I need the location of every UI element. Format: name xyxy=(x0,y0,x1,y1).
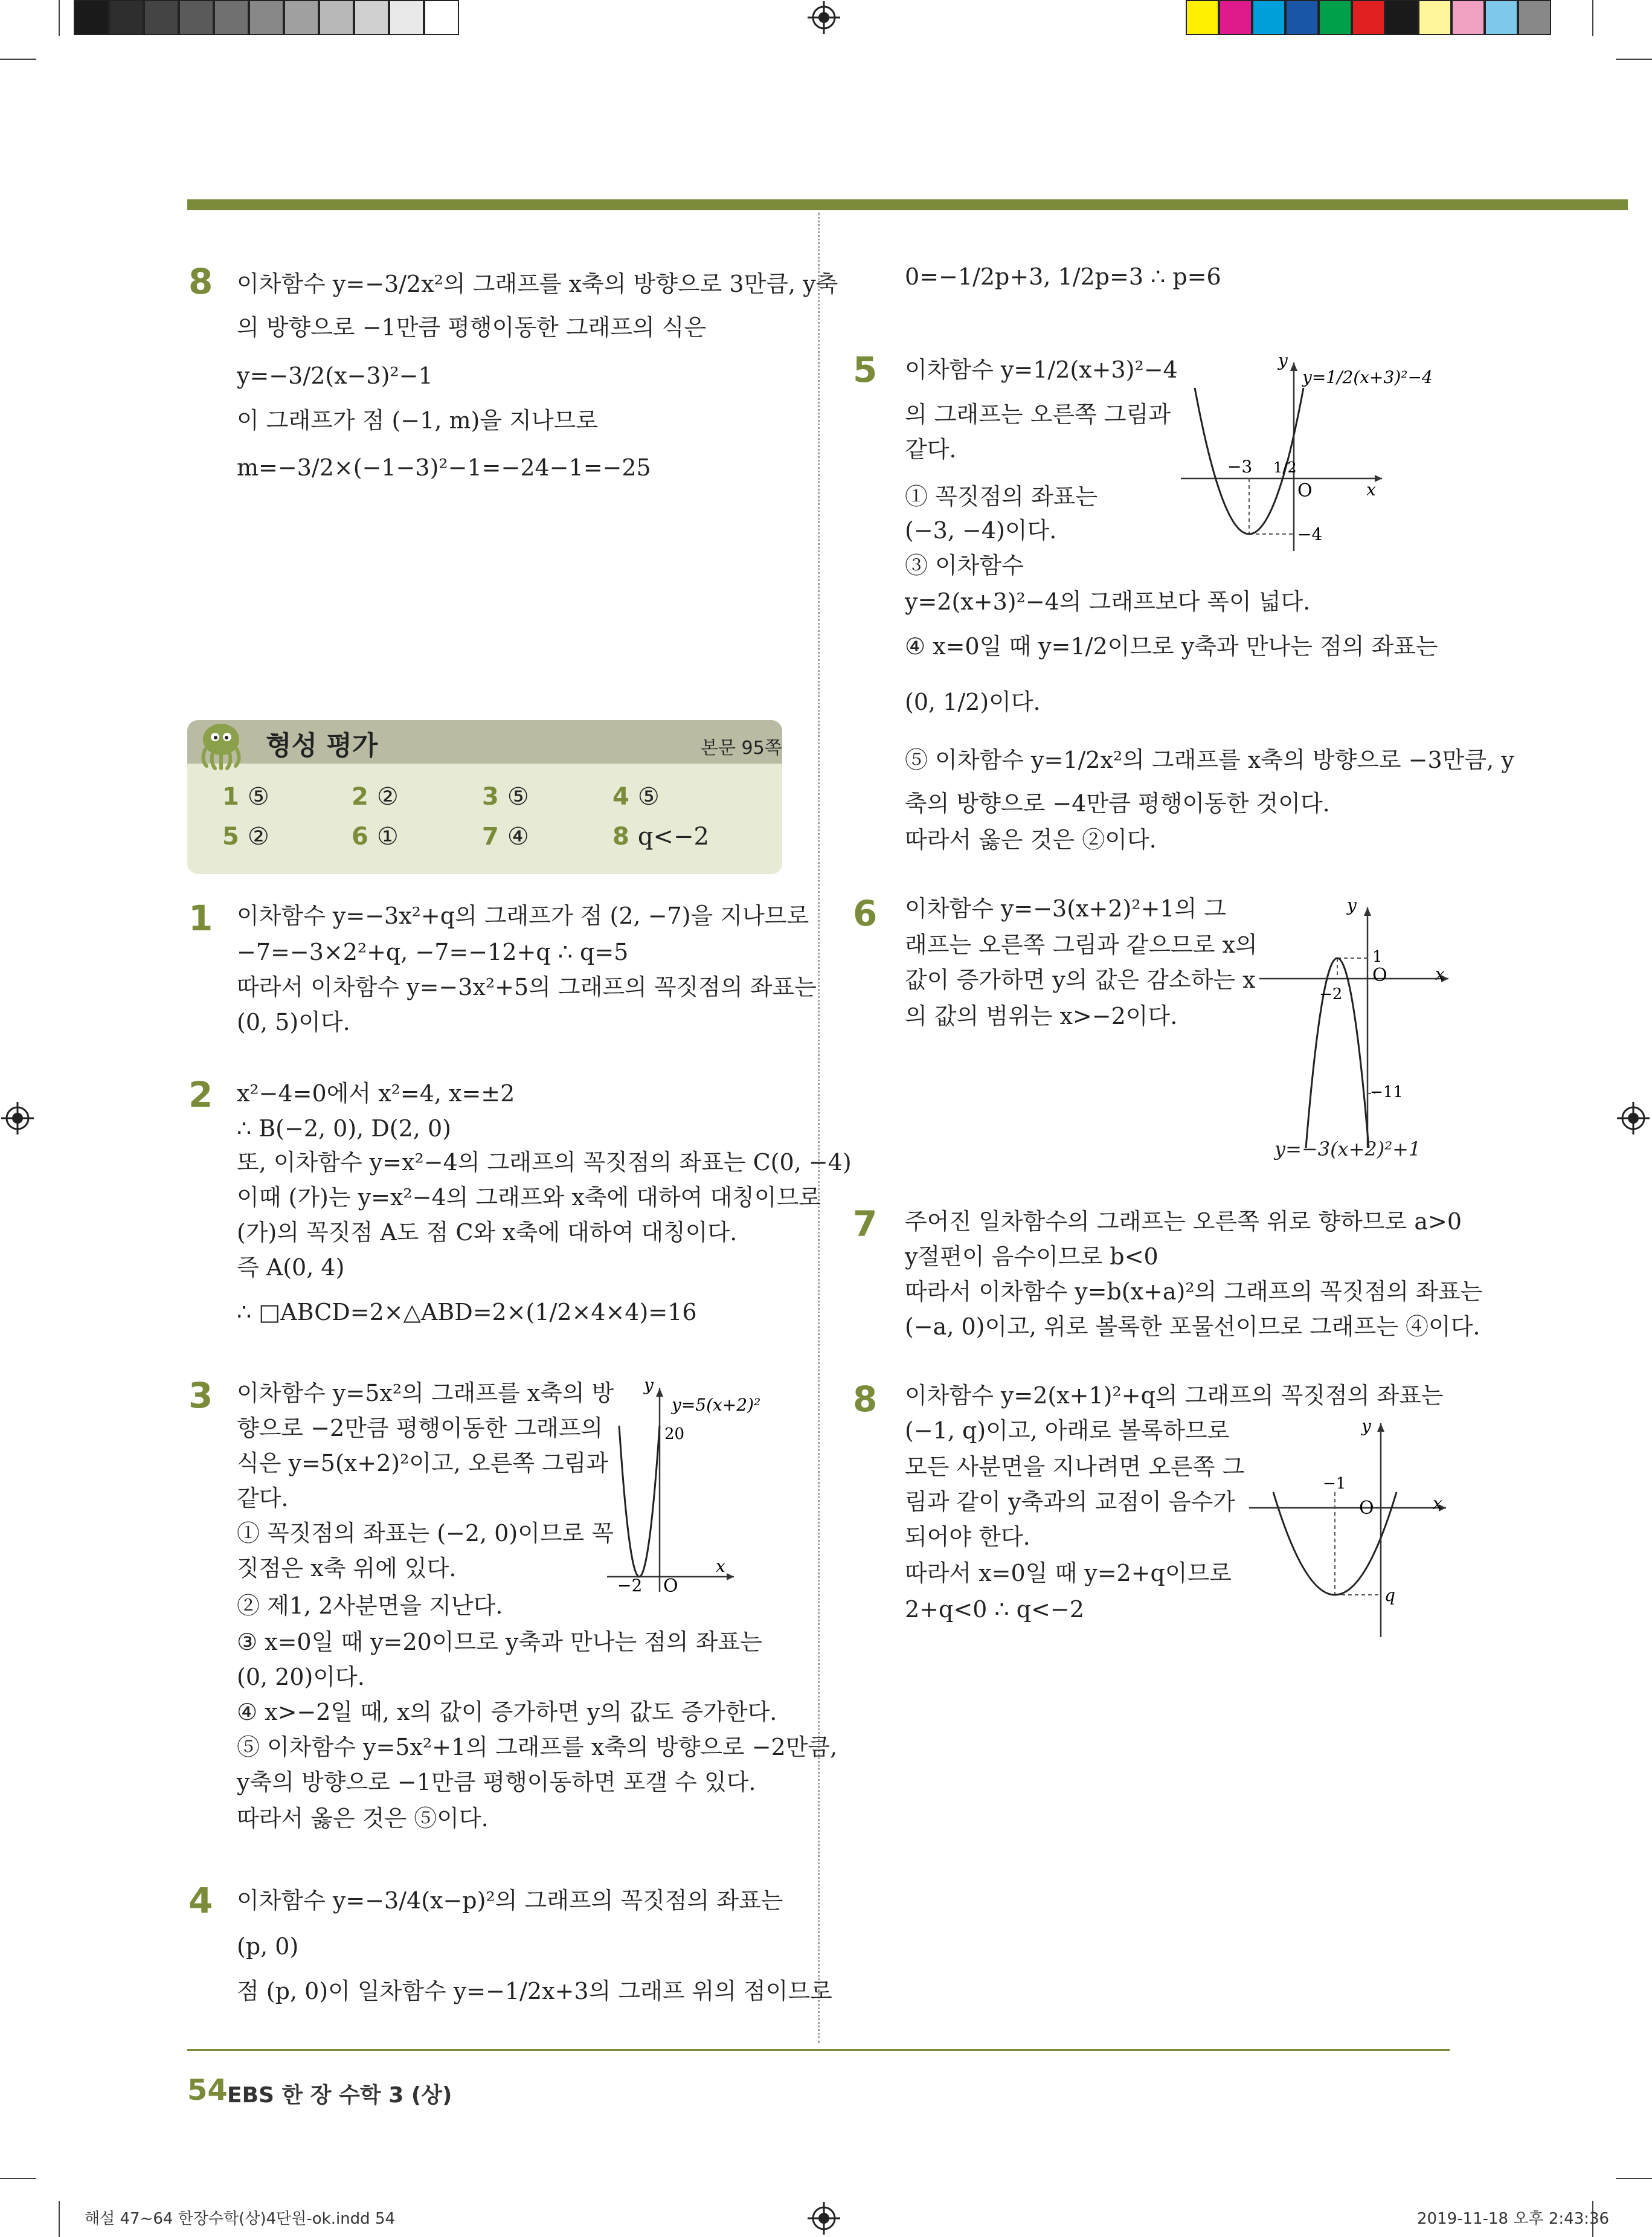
solution-line: 이차함수 y=−3x²+q의 그래프가 점 (2, −7)을 지나므로 xyxy=(237,903,809,929)
solution-line: ∴ B(−2, 0), D(2, 0) xyxy=(237,1115,451,1142)
assessment-title: 형성 평가 xyxy=(266,730,378,761)
problem-number: 1 xyxy=(188,898,213,939)
solution-line: 이차함수 y=−3/4(x−p)²의 그래프의 꼭짓점의 좌표는 xyxy=(237,1887,783,1914)
column-separator xyxy=(818,213,820,2043)
color-swatch xyxy=(354,0,389,35)
solution-line: 래프는 오른쪽 그림과 같으므로 x의 xyxy=(905,932,1258,958)
solution-line: −7=−3×2²+q, −7=−12+q ∴ q=5 xyxy=(237,939,629,965)
problem-number: 7 xyxy=(853,1203,878,1244)
x-axis-label: x xyxy=(1433,1493,1442,1513)
answer-item xyxy=(612,823,709,851)
color-swatch xyxy=(1186,0,1219,35)
color-swatch xyxy=(1418,0,1451,35)
color-swatch xyxy=(249,0,284,35)
x-axis-label: x xyxy=(1435,964,1445,984)
answer-value: q<−2 xyxy=(637,823,709,851)
solution-line: 이차함수 y=−3(x+2)²+1의 그 xyxy=(905,895,1227,922)
solution-line: 2+q<0 ∴ q<−2 xyxy=(905,1596,1084,1623)
color-swatch xyxy=(389,0,424,35)
answer-item xyxy=(222,783,269,811)
answer-item xyxy=(352,783,399,811)
answer-number: 4 xyxy=(612,783,629,811)
graph-equation: y=−3(x+2)²+1 xyxy=(1274,1138,1421,1160)
answer-number: 5 xyxy=(222,823,239,851)
solution-line: ⑤ 이차함수 y=5x²+1의 그래프를 x축의 방향으로 −2만큼, xyxy=(237,1734,838,1760)
origin-label: O xyxy=(1372,965,1387,986)
origin-label: O xyxy=(1359,1498,1374,1519)
registration-mark-top xyxy=(808,1,840,34)
solution-line: (−a, 0)이고, 위로 볼록한 포물선이므로 그래프는 ④이다. xyxy=(905,1313,1480,1340)
problem-number: 2 xyxy=(188,1074,213,1115)
crop-mark xyxy=(1616,59,1652,60)
solution-line: ③ 이차함수 xyxy=(905,552,1024,579)
registration-mark-right xyxy=(1617,1102,1650,1135)
solution-line: 의 값의 범위는 x>−2이다. xyxy=(905,1003,1178,1029)
y-axis-label: y xyxy=(1361,1416,1371,1436)
problem-number: 8 xyxy=(853,1379,878,1420)
textbook-page-reference: 본문 95쪽 xyxy=(701,738,782,759)
solution-line: (−1, q)이고, 아래로 볼록하므로 xyxy=(905,1417,1230,1444)
graph-equation: y=5(x+2)² xyxy=(672,1395,761,1415)
answer-item xyxy=(222,823,269,851)
solution-line: y절편이 음수이므로 b<0 xyxy=(905,1243,1159,1270)
octopus-mascot-icon xyxy=(192,718,250,771)
x-axis-label: x xyxy=(716,1556,725,1576)
crop-mark xyxy=(0,2178,36,2179)
y-axis-label: y xyxy=(644,1377,654,1395)
solution-line: (p, 0) xyxy=(237,1933,299,1960)
solution-line: (−3, −4)이다. xyxy=(905,517,1057,544)
solution-line: 향으로 −2만큼 평행이동한 그래프의 xyxy=(237,1415,603,1441)
solution-line: 점 (p, 0)이 일차함수 y=−1/2x+3의 그래프 위의 점이므로 xyxy=(237,1978,832,2004)
answer-value: ② xyxy=(376,783,399,811)
vertex-y-label: −4 xyxy=(1297,524,1323,544)
answer-number: 1 xyxy=(222,783,239,811)
color-swatch xyxy=(424,0,459,35)
solution-line: 따라서 이차함수 y=b(x+a)²의 그래프의 꼭짓점의 좌표는 xyxy=(905,1278,1483,1305)
y-intercept-label: −11 xyxy=(1370,1083,1403,1101)
parabola-graph-problem-8 xyxy=(1244,1414,1450,1643)
color-swatch xyxy=(144,0,179,35)
color-swatch xyxy=(1252,0,1285,35)
solution-line: 이때 (가)는 y=x²−4의 그래프와 x축에 대하여 대칭이므로 xyxy=(237,1184,821,1211)
solution-line: ③ x=0일 때 y=20이므로 y축과 만나는 점의 좌표는 xyxy=(237,1629,762,1655)
page-number: 54 xyxy=(187,2073,228,2107)
solution-line: 림과 같이 y축과의 교점이 음수가 xyxy=(905,1489,1235,1515)
color-swatch xyxy=(1518,0,1551,35)
answer-value: ⑤ xyxy=(637,783,660,811)
vertex-x-label: −2 xyxy=(1319,985,1343,1003)
origin-label: O xyxy=(1297,480,1313,501)
answer-item xyxy=(482,783,529,811)
color-swatch xyxy=(1285,0,1319,35)
color-swatch xyxy=(74,0,109,35)
solution-line: x²−4=0에서 x²=4, x=±2 xyxy=(237,1080,515,1107)
answer-number: 7 xyxy=(482,823,499,851)
solution-line: 주어진 일차함수의 그래프는 오른쪽 위로 향하므로 a>0 xyxy=(905,1208,1462,1235)
origin-label: O xyxy=(663,1576,678,1595)
problem-number: 3 xyxy=(188,1375,213,1416)
problem-number: 8 xyxy=(188,261,213,302)
answer-number: 2 xyxy=(352,783,368,811)
x-axis-label: x xyxy=(1366,480,1376,500)
solution-line: ⑤ 이차함수 y=1/2x²의 그래프를 x축의 방향으로 −3만큼, y xyxy=(905,747,1514,773)
problem-number: 4 xyxy=(188,1880,213,1921)
solution-line: m=−3/2×(−1−3)²−1=−24−1=−25 xyxy=(237,454,651,481)
solution-line: y축의 방향으로 −1만큼 평행이동하면 포갤 수 있다. xyxy=(237,1769,756,1795)
answer-item xyxy=(612,783,660,811)
solution-line: ∴ □ABCD=2×△ABD=2×(1/2×4×4)=16 xyxy=(237,1299,697,1325)
graph-equation: y=1/2(x+3)²−4 xyxy=(1302,367,1433,387)
vertex-x-label: −3 xyxy=(1227,457,1253,477)
solution-line: 이차함수 y=−3/2x²의 그래프를 x축의 방향으로 3만큼, y축 xyxy=(237,271,838,297)
parabola-graph-problem-3 xyxy=(604,1377,791,1595)
crop-mark xyxy=(59,0,60,36)
color-swatch xyxy=(179,0,214,35)
solution-line: 또, 이차함수 y=x²−4의 그래프의 꼭짓점의 좌표는 C(0, −4) xyxy=(237,1149,852,1176)
footer-rule xyxy=(187,2049,1450,2051)
color-swatch xyxy=(109,0,144,35)
problem-number: 5 xyxy=(853,349,878,390)
solution-line: 이차함수 y=2(x+1)²+q의 그래프의 꼭짓점의 좌표는 xyxy=(905,1382,1444,1409)
solution-line: 따라서 이차함수 y=−3x²+5의 그래프의 꼭짓점의 좌표는 xyxy=(237,974,817,1000)
solution-line: 따라서 옳은 것은 ②이다. xyxy=(905,826,1157,853)
solution-line: 이 그래프가 점 (−1, m)을 지나므로 xyxy=(237,407,598,434)
crop-mark xyxy=(59,2201,60,2237)
color-swatch xyxy=(319,0,354,35)
answer-value: ④ xyxy=(507,823,529,851)
print-slug-filename: 해설 47~64 한장수학(상)4단원-ok.indd 54 xyxy=(85,2210,396,2228)
book-title: EBS 한 장 수학 3 (상) xyxy=(227,2083,452,2108)
solution-line: ④ x=0일 때 y=1/2이므로 y축과 만나는 점의 좌표는 xyxy=(905,633,1438,660)
answer-number: 8 xyxy=(612,823,629,851)
solution-line: 식은 y=5(x+2)²이고, 오른쪽 그림과 xyxy=(237,1450,609,1476)
print-slug-timestamp: 2019-11-18 오후 2:43:36 xyxy=(1417,2210,1610,2228)
crop-mark xyxy=(0,59,36,60)
solution-line: 이차함수 y=5x²의 그래프를 x축의 방 xyxy=(237,1380,614,1406)
answer-number: 3 xyxy=(482,783,499,811)
solution-line: (가)의 꼭짓점 A도 점 C와 x축에 대하여 대칭이다. xyxy=(237,1219,738,1246)
answer-item xyxy=(482,823,529,851)
registration-mark-bottom xyxy=(808,2202,840,2235)
solution-line: 값이 증가하면 y의 값은 감소하는 x xyxy=(905,967,1256,993)
crop-mark xyxy=(1592,0,1593,36)
vertex-x-label: −2 xyxy=(617,1576,643,1595)
problem-number: 6 xyxy=(853,893,878,934)
y-axis-label: y xyxy=(1278,352,1288,370)
solution-line: 짓점은 x축 위에 있다. xyxy=(237,1555,457,1582)
solution-line: 0=−1/2p+3, 1/2p=3 ∴ p=6 xyxy=(905,263,1221,290)
color-swatch xyxy=(1319,0,1352,35)
solution-line: 되어야 한다. xyxy=(905,1524,1030,1550)
color-swatch xyxy=(284,0,319,35)
color-swatch xyxy=(1485,0,1518,35)
solution-line: 축의 방향으로 −4만큼 평행이동한 것이다. xyxy=(905,790,1330,817)
solution-line: (0, 1/2)이다. xyxy=(905,689,1041,715)
solution-line: 따라서 옳은 것은 ⑤이다. xyxy=(237,1805,489,1832)
vertex-y-label: 1 xyxy=(1372,948,1383,966)
answer-number: 6 xyxy=(352,823,368,851)
solution-line: (0, 20)이다. xyxy=(237,1664,365,1690)
solution-line: y=−3/2(x−3)²−1 xyxy=(237,362,433,389)
solution-line: 같다. xyxy=(905,436,957,463)
solution-line: ① 꼭짓점의 좌표는 (−2, 0)이므로 꼭 xyxy=(237,1520,614,1547)
color-swatch xyxy=(1352,0,1385,35)
parabola-graph-problem-6 xyxy=(1256,900,1462,1172)
solution-line: 의 방향으로 −1만큼 평행이동한 그래프의 식은 xyxy=(237,314,707,341)
color-swatch xyxy=(1385,0,1418,35)
vertex-x-label: −1 xyxy=(1323,1475,1346,1493)
parabola-graph-problem-5 xyxy=(1178,352,1462,557)
registration-mark-left xyxy=(1,1102,34,1135)
color-swatch xyxy=(1219,0,1252,35)
solution-line: 같다. xyxy=(237,1485,289,1511)
solution-line: 의 그래프는 오른쪽 그림과 xyxy=(905,401,1171,428)
crop-mark xyxy=(1616,2178,1652,2179)
y-intercept-label: 1/2 xyxy=(1273,459,1297,476)
color-swatch xyxy=(1451,0,1485,35)
answer-item xyxy=(352,823,399,851)
y-axis-label: y xyxy=(1347,900,1357,915)
answer-value: ⑤ xyxy=(507,783,529,811)
solution-line: 모든 사분면을 지나려면 오른쪽 그 xyxy=(905,1453,1245,1480)
solution-line: (0, 5)이다. xyxy=(237,1009,350,1035)
solution-line: ① 꼭짓점의 좌표는 xyxy=(905,483,1098,510)
y-intercept-label: q xyxy=(1384,1585,1395,1605)
y-intercept-label: 20 xyxy=(664,1425,685,1443)
answer-value: ② xyxy=(247,823,269,851)
top-rule-bar xyxy=(187,199,1628,210)
solution-line: 따라서 x=0일 때 y=2+q이므로 xyxy=(905,1560,1232,1586)
solution-line: 이차함수 y=1/2(x+3)²−4 xyxy=(905,356,1178,383)
answer-value: ⑤ xyxy=(247,783,269,811)
solution-line: y=2(x+3)²−4의 그래프보다 폭이 넓다. xyxy=(905,588,1311,615)
answer-value: ① xyxy=(376,823,399,851)
color-swatch xyxy=(214,0,249,35)
solution-line: ④ x>−2일 때, x의 값이 증가하면 y의 값도 증가한다. xyxy=(237,1699,777,1725)
solution-line: 즉 A(0, 4) xyxy=(237,1254,345,1281)
solution-line: ② 제1, 2사분면을 지난다. xyxy=(237,1592,503,1619)
